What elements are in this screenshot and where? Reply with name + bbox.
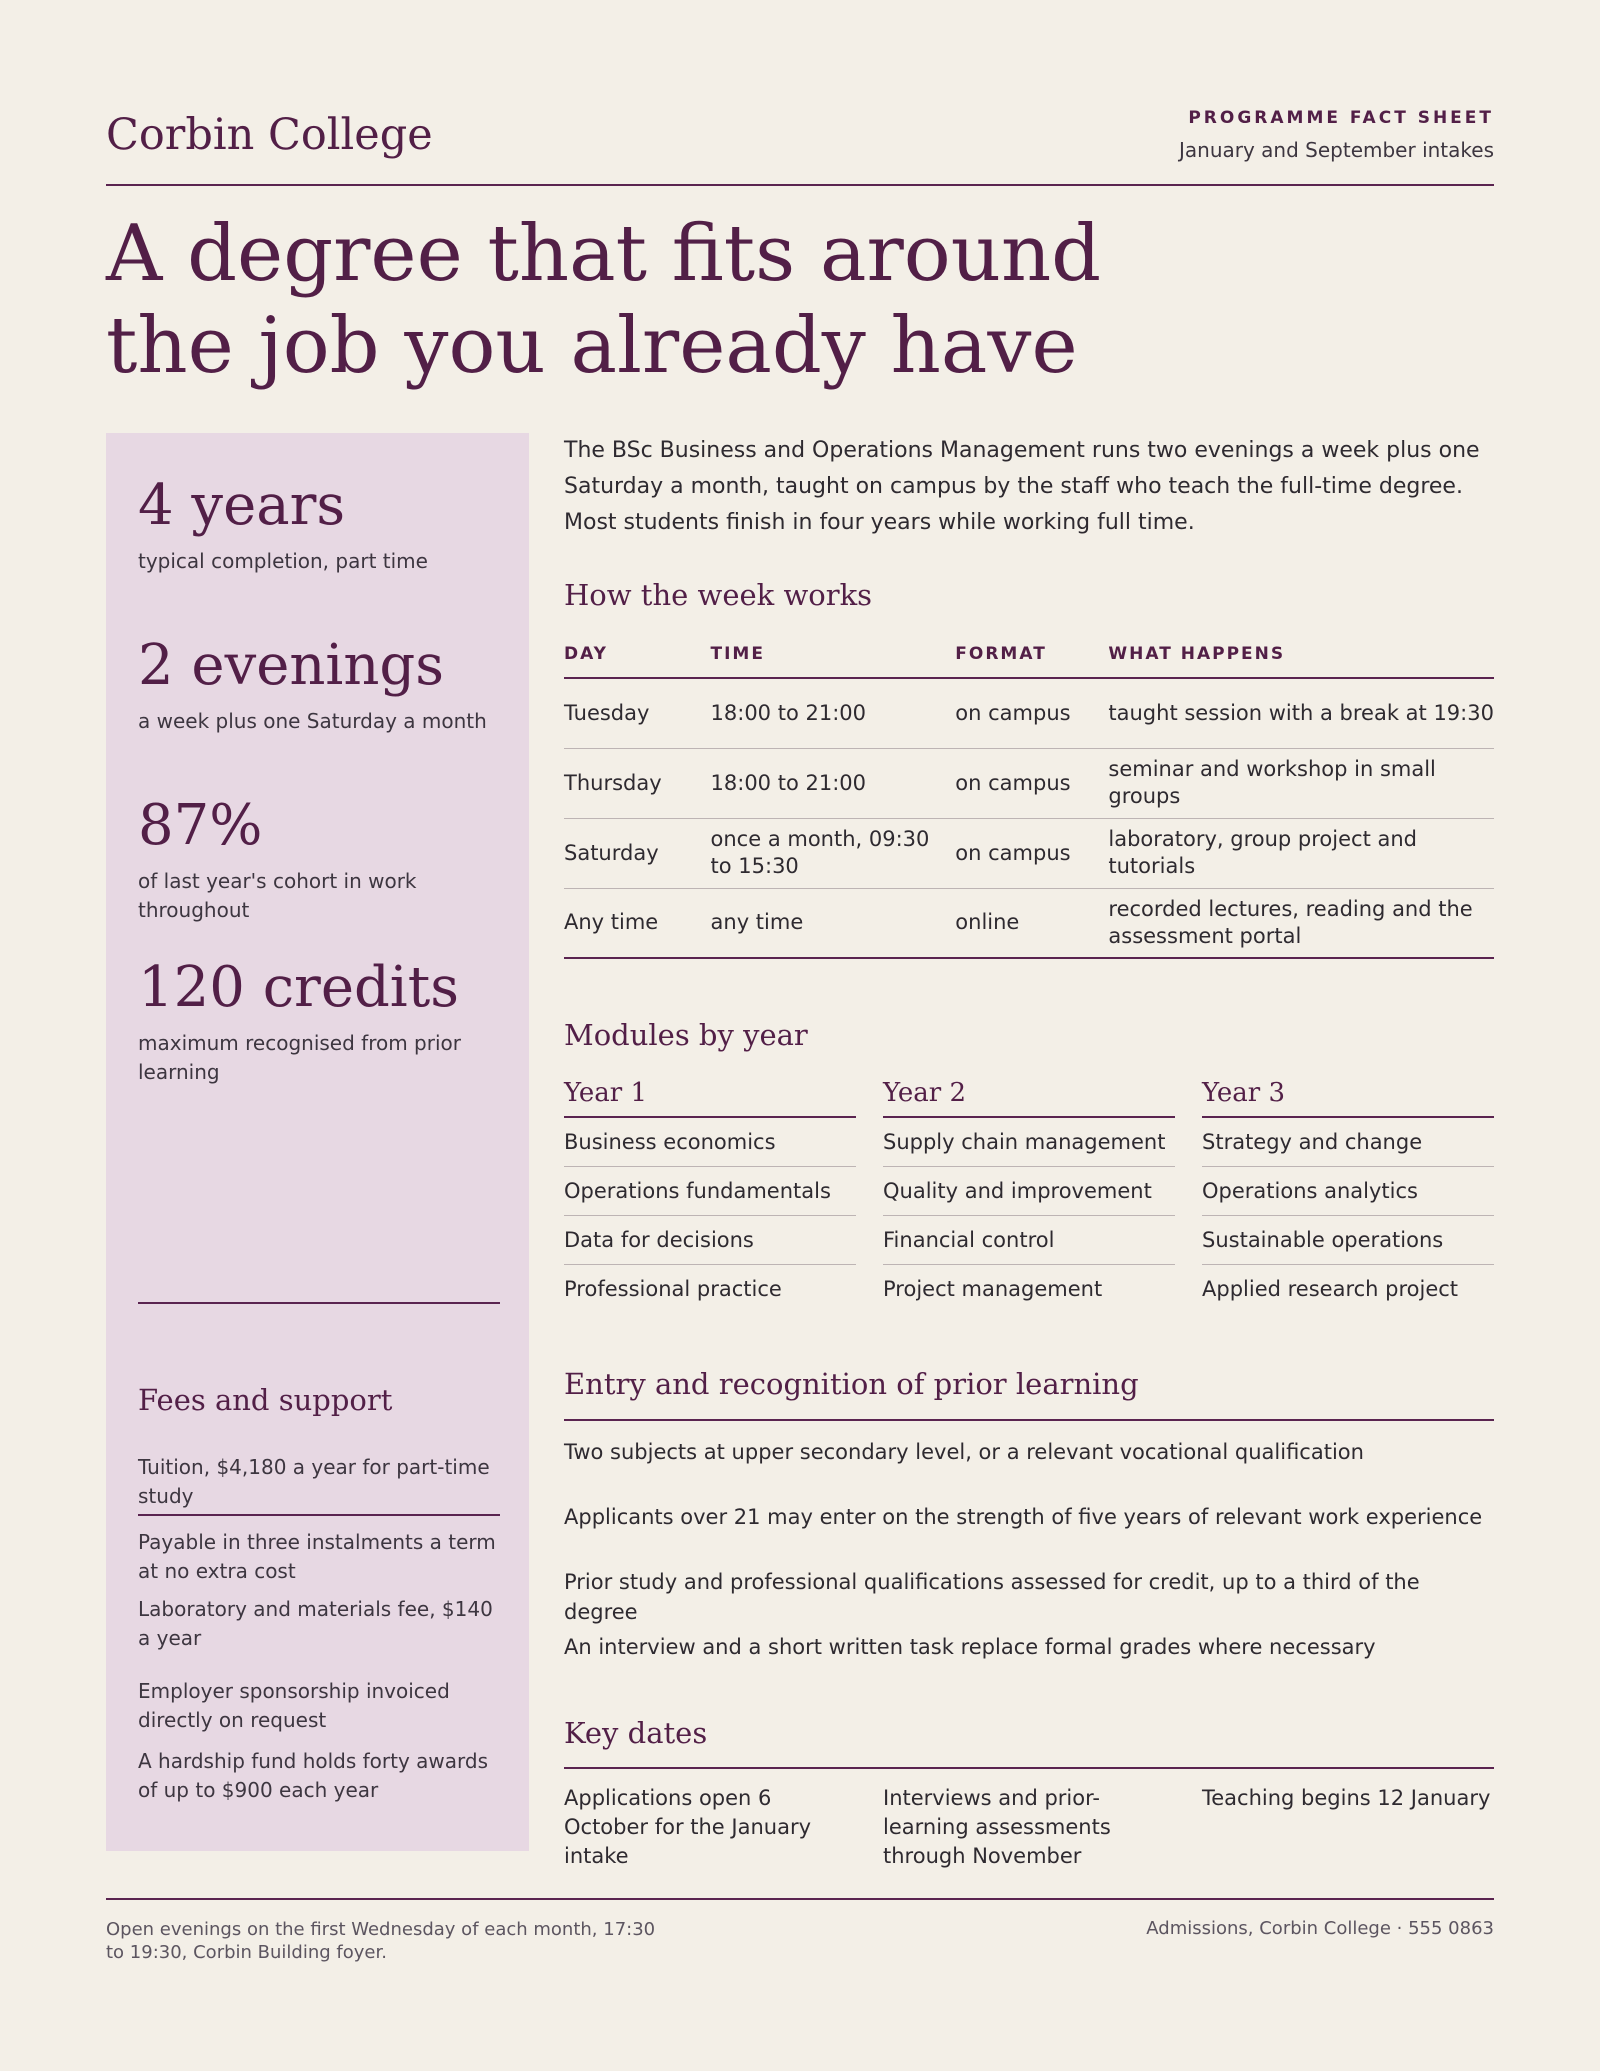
table-header-row <box>564 644 1494 678</box>
year-title: Year 1 <box>564 1078 856 1118</box>
intro-paragraph: The BSc Business and Operations Management runs two evenings a week plus one Saturday a month, taught on campus by the staff who teach the full-time degree. Most students finish in four years while working full time. <box>564 438 1480 535</box>
fee-item: A hardship fund holds forty awards of up to $900 each year <box>138 1749 489 1802</box>
cell-format: on campus <box>955 678 1108 748</box>
stat-employment <box>138 793 503 925</box>
table-row <box>564 818 1494 888</box>
entry-item: Prior study and professional qualifications assessed for credit, up to a third of the degree <box>564 1570 1420 1624</box>
entry-heading: Entry and recognition of prior learning <box>564 1367 1139 1401</box>
stat-value: 120 credits <box>138 955 459 1020</box>
key-date-item: Applications open 6 October for the January intake <box>564 1786 812 1868</box>
cell-format: online <box>955 888 1108 958</box>
cell-format: on campus <box>955 818 1108 888</box>
cell-day: Thursday <box>564 748 711 818</box>
cell-time: once a month, 09:30 to 15:30 <box>711 818 956 888</box>
intakes-note: January and September intakes <box>1179 138 1494 162</box>
stat-label: a week plus one Saturday a month <box>138 709 487 733</box>
year-title: Year 3 <box>1202 1078 1494 1118</box>
modules-year-1 <box>564 1078 856 1314</box>
column-header-day: DAY <box>564 644 711 678</box>
cell-what-happens: recorded lectures, reading and the assessment portal <box>1108 888 1494 958</box>
key-dates-heading: Key dates <box>564 1716 708 1750</box>
list-item: Business economics <box>564 1118 856 1167</box>
table-row <box>564 888 1494 958</box>
list-item: Operations analytics <box>1202 1167 1494 1216</box>
stat-credits <box>138 955 503 1087</box>
footer-divider <box>106 1898 1494 1900</box>
sidebar-divider <box>138 1302 500 1304</box>
column-header-format: FORMAT <box>955 644 1108 678</box>
cell-what-happens: seminar and workshop in small groups <box>1108 748 1494 818</box>
cell-day: Any time <box>564 888 711 958</box>
stat-label: of last year's cohort in work throughout <box>138 869 417 922</box>
page-title-line: A degree that fits around <box>106 209 1102 299</box>
entry-item: An interview and a short written task replace formal grades where necessary <box>564 1635 1376 1659</box>
page-title <box>106 208 1206 392</box>
stat-evenings <box>138 633 503 736</box>
entry-item: Two subjects at upper secondary level, or a relevant vocational qualification <box>564 1440 1364 1464</box>
modules-heading: Modules by year <box>564 1018 808 1052</box>
cell-time: 18:00 to 21:00 <box>711 678 956 748</box>
cell-time: 18:00 to 21:00 <box>711 748 956 818</box>
fee-item: Payable in three instalments a term at no extra cost <box>138 1530 496 1583</box>
stats-sidebar <box>106 433 529 1851</box>
column-header-time: TIME <box>711 644 956 678</box>
document-kicker: PROGRAMME FACT SHEET <box>1188 108 1494 128</box>
table-row <box>564 748 1494 818</box>
stat-label: typical completion, part time <box>138 549 428 573</box>
cell-day: Saturday <box>564 818 711 888</box>
fee-item: Tuition, $4,180 a year for part-time study <box>138 1453 500 1516</box>
list-item: Data for decisions <box>564 1216 856 1265</box>
modules-year-3 <box>1202 1078 1494 1314</box>
stat-label: maximum recognised from prior learning <box>138 1031 461 1084</box>
fee-item: Laboratory and materials fee, $140 a year <box>138 1597 493 1650</box>
week-heading: How the week works <box>564 578 873 612</box>
key-date-item: Teaching begins 12 January <box>1202 1786 1491 1810</box>
page-title-line: the job you already have <box>106 301 1078 391</box>
list-item: Financial control <box>883 1216 1175 1265</box>
cell-what-happens: laboratory, group project and tutorials <box>1108 818 1494 888</box>
fees-heading: Fees and support <box>138 1383 393 1417</box>
cell-what-happens: taught session with a break at 19:30 <box>1108 678 1494 748</box>
stat-value: 87% <box>138 793 263 858</box>
year-title: Year 2 <box>883 1078 1175 1118</box>
stat-value: 2 evenings <box>138 633 444 698</box>
list-item: Applied research project <box>1202 1277 1459 1301</box>
cell-time: any time <box>711 888 956 958</box>
key-dates-divider <box>564 1767 1494 1769</box>
list-item: Quality and improvement <box>883 1167 1175 1216</box>
admissions-contact: Admissions, Corbin College · 555 0863 <box>1146 1918 1494 1939</box>
open-evenings-note: Open evenings on the first Wednesday of each month, 17:30 to 19:30, Corbin Building foyer. <box>106 1919 656 1963</box>
list-item: Operations fundamentals <box>564 1167 856 1216</box>
list-item: Professional practice <box>564 1277 782 1301</box>
week-schedule-table <box>564 644 1494 959</box>
modules-year-2 <box>883 1078 1175 1314</box>
stat-completion <box>138 473 503 576</box>
cell-day: Tuesday <box>564 678 711 748</box>
table-row <box>564 678 1494 748</box>
entry-divider <box>564 1419 1494 1421</box>
college-name: Corbin College <box>106 110 433 160</box>
list-item: Sustainable operations <box>1202 1216 1494 1265</box>
list-item: Strategy and change <box>1202 1118 1494 1167</box>
entry-item: Applicants over 21 may enter on the strength of five years of relevant work experience <box>564 1505 1483 1529</box>
list-item: Supply chain management <box>883 1118 1175 1167</box>
cell-format: on campus <box>955 748 1108 818</box>
page-header <box>106 108 1494 186</box>
list-item: Project management <box>883 1277 1103 1301</box>
stat-value: 4 years <box>138 473 346 538</box>
fee-item: Employer sponsorship invoiced directly on request <box>138 1679 450 1732</box>
column-header-what-happens: WHAT HAPPENS <box>1108 644 1494 678</box>
key-date-item: Interviews and prior-learning assessments through November <box>883 1786 1111 1868</box>
